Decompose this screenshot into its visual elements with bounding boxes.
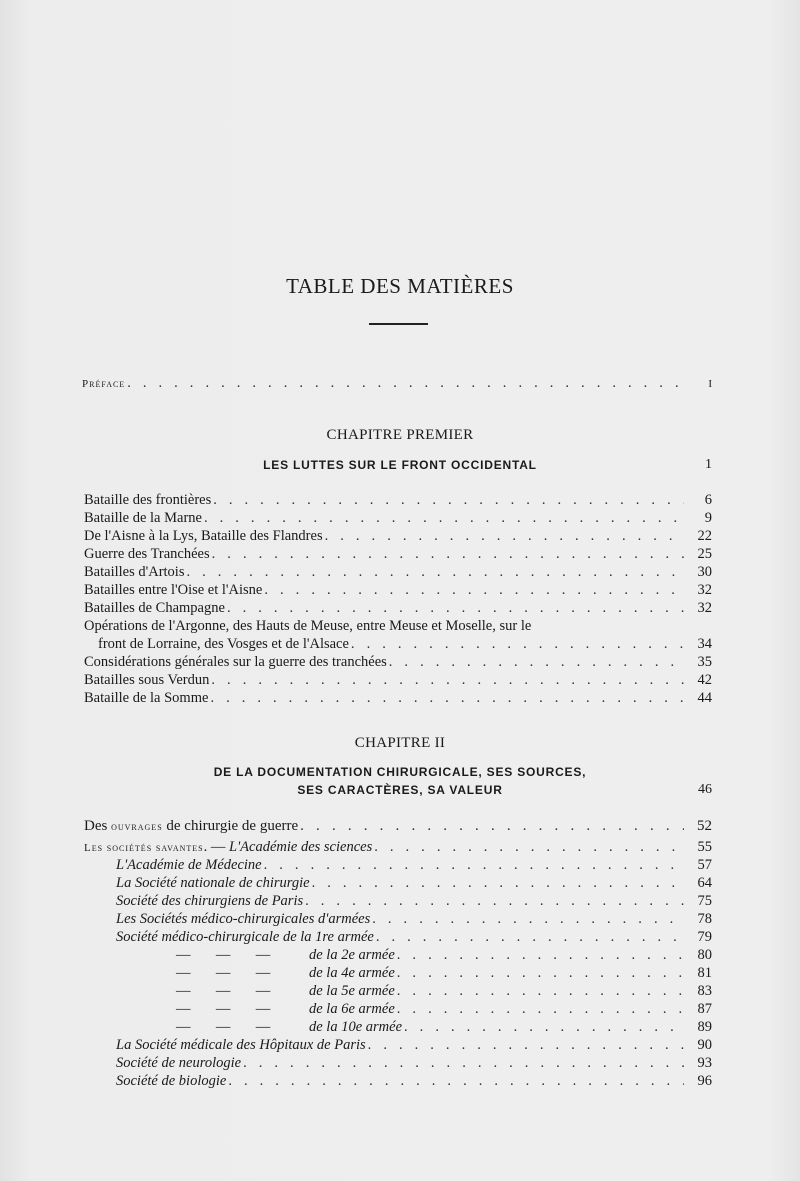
toc-entry [116,856,712,874]
ditto-dashes: — — — [176,965,271,981]
chapter-1-subtitle: LES LUTTES SUR LE FRONT OCCIDENTAL [263,458,537,472]
leader-dots [300,817,684,835]
entry-text: de la 4e armée [309,965,395,981]
page-number: 22 [697,528,712,544]
entry-text: Société de biologie [116,1073,227,1089]
leader-dots [397,946,684,964]
page-number: 78 [697,911,712,927]
leader-dots [264,856,684,874]
entry-text: Considérations générales sur la guerre des tranchées [84,654,387,670]
leader-dots [243,1054,684,1072]
chapter-2-heading: CHAPITRE II [354,735,446,751]
page-number: 44 [697,690,712,706]
leader-dots [389,653,684,671]
page-number: 9 [704,510,712,526]
page-title: TABLE DES MATIÈRES [286,274,514,298]
toc-entry [116,874,712,892]
toc-entry [84,563,712,581]
toc-entry [84,689,712,707]
toc-entry [176,946,712,964]
entry-text: front de Lorraine, des Vosges et de l'Alsace [98,636,349,652]
page-number: 64 [697,875,712,891]
entry-text: Batailles entre l'Oise et l'Aisne [84,582,263,598]
page-number: 75 [697,893,712,909]
toc-entry [84,509,712,527]
toc-entry [84,581,712,599]
toc-entry [176,1018,712,1036]
page-number: 6 [704,492,712,508]
toc-entry-line1: Opérations de l'Argonne, des Hauts de Meuse, entre Meuse et Moselle, sur le [84,618,532,634]
entry-text: de la 5e armée [309,983,395,999]
toc-entry [116,928,712,946]
leader-dots [211,671,684,689]
entry-text: de la 6e armée [309,1001,395,1017]
toc-entry [84,599,712,617]
page-number: 80 [697,947,712,963]
toc-entry [116,1054,712,1072]
page-number: 30 [697,564,712,580]
chapter-2-subtitle-line2: SES CARACTÈRES, SA VALEUR [297,783,503,797]
leader-dots [404,1018,684,1036]
ditto-dashes: — — — [176,1019,271,1035]
page-number: 34 [697,636,712,652]
entry-text: Bataille de la Somme [84,690,209,706]
entry-text: L'Académie de Médecine [116,857,262,873]
ditto-dashes: — — — [176,1001,271,1017]
entry-text: Batailles de Champagne [84,600,225,616]
toc-entry [84,527,712,545]
page-number: 90 [697,1037,712,1053]
chapter-1-heading: CHAPITRE PREMIER [326,427,474,443]
leader-dots [212,545,684,563]
toc-entry [116,1072,712,1090]
preface-label: Préface [82,378,126,390]
toc-entry [84,671,712,689]
entry-text: de la 2e armée [309,947,395,963]
entry-text: Batailles sous Verdun [84,672,210,688]
chapter-2-page: 46 [698,782,712,797]
page-number: 32 [697,600,712,616]
entry-text: Batailles d'Artois [84,564,185,580]
page-number: 96 [697,1073,712,1089]
chapter-1-page: 1 [705,457,712,472]
leader-dots [325,527,684,545]
page-number: 89 [697,1019,712,1035]
leader-dots [351,635,684,653]
page-number: 55 [697,839,712,855]
toc-entry [84,817,712,835]
page-number: 93 [697,1055,712,1071]
entry-text: De l'Aisne à la Lys, Bataille des Flandres [84,528,323,544]
toc-entry [84,838,712,856]
leader-dots [210,689,684,707]
entry-text: Bataille des frontières [84,492,212,508]
toc-entry [116,910,712,928]
ditto-dashes: — — — [176,947,271,963]
toc-entry [84,653,712,671]
toc-entry [84,545,712,563]
page-number: 52 [697,818,712,834]
ditto-dashes: — — — [176,983,271,999]
leader-dots [368,1036,684,1054]
entry-text: Guerre des Tranchées [84,546,210,562]
page-number: 25 [697,546,712,562]
toc-entry [116,892,712,910]
page-number: 42 [697,672,712,688]
entry-text: Les Sociétés médico-chirurgicales d'armées [116,911,371,927]
leader-dots [397,982,684,1000]
chapter-2-subtitle-line1: DE LA DOCUMENTATION CHIRURGICALE, SES SOURCES, [213,765,587,779]
entry-text: Bataille de la Marne [84,510,202,526]
leader-dots [186,563,684,581]
toc-entry [116,1036,712,1054]
leader-dots [312,874,684,892]
leader-dots [397,964,684,982]
leader-dots [376,928,684,946]
toc-entry [98,635,712,653]
entry-text: Des ouvrages de chirurgie de guerre [84,818,299,834]
entry-text: La Société médicale des Hôpitaux de Paris [116,1037,366,1053]
page-number: 83 [697,983,712,999]
leader-dots [213,491,684,509]
page-number: 57 [697,857,712,873]
toc-entry [84,491,712,509]
leader-dots [204,509,684,527]
page-number: I [708,378,712,390]
leader-dots [374,838,684,856]
entry-text: Les sociétés savantes. — L'Académie des sciences [84,839,373,855]
entry-text: Société de neurologie [116,1055,242,1071]
leader-dots [264,581,684,599]
leader-dots [127,374,684,392]
toc-entry [176,964,712,982]
entry-text: Société des chirurgiens de Paris [116,893,304,909]
title-rule [369,323,428,325]
page-number: 32 [697,582,712,598]
toc-entry [176,982,712,1000]
page-number: 87 [697,1001,712,1017]
entry-text: de la 10e armée [309,1019,403,1035]
page-number: 81 [697,965,712,981]
toc-entry-preface [82,374,712,392]
leader-dots [397,1000,684,1018]
entry-text: Société médico-chirurgicale de la 1re armée [116,929,374,945]
leader-dots [227,599,684,617]
leader-dots [228,1072,684,1090]
leader-dots [305,892,684,910]
leader-dots [372,910,684,928]
entry-text: La Société nationale de chirurgie [116,875,310,891]
page-number: 79 [697,929,712,945]
page-number: 35 [697,654,712,670]
toc-entry [176,1000,712,1018]
